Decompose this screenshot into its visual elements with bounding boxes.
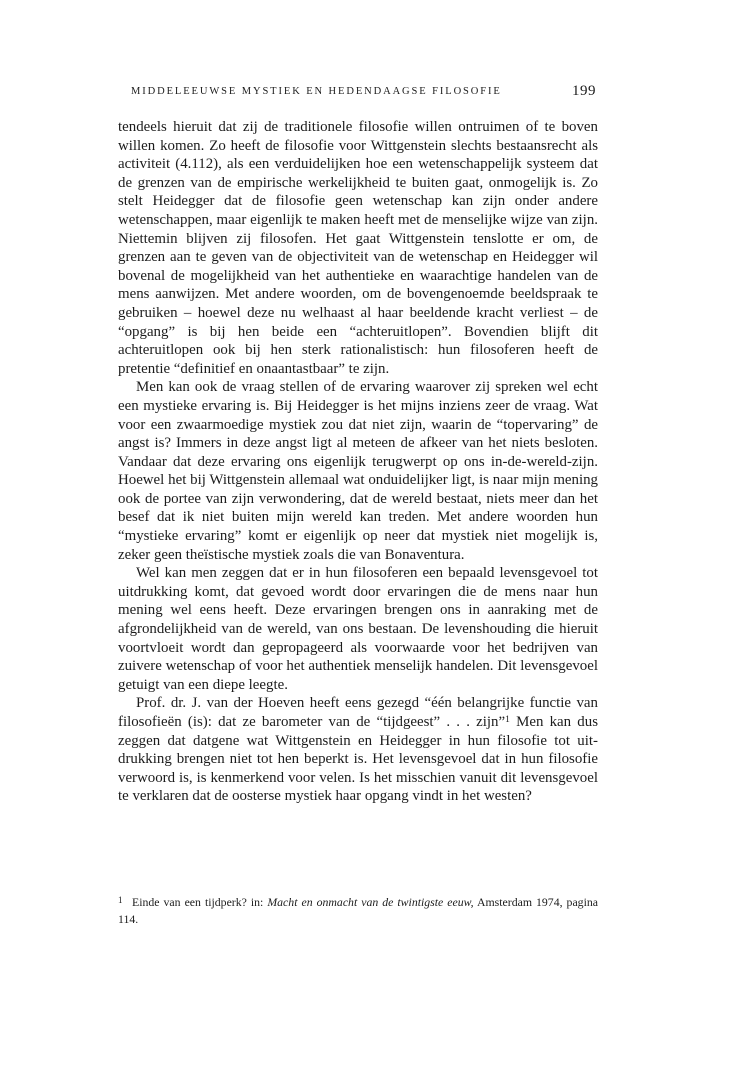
body-text: [118, 118, 598, 806]
footnote-reference[interactable]: 1: [505, 715, 510, 725]
paragraph: [118, 118, 598, 378]
running-header-title: MIDDELEEUWSE MYSTIEK EN HEDENDAAGSE FILOSOFIE: [131, 86, 502, 97]
paragraph: [118, 564, 598, 694]
page-number: 199: [572, 83, 596, 99]
footnote: 1 Einde van een tijdperk? in: Macht en onmacht van de twintigste eeuw, Amsterdam 1974, pagina 114.: [118, 895, 598, 926]
paragraph-text: tendeels hieruit dat zij de traditionele filosofie willen ontruimen of te boven willen komen. Zo heeft de filosofie voor Wittgenstein slechts bestaansrecht als activiteit (4.112), als een verduidelijken hoe een wetenschappelijk systeem dat de grenzen van de empirische werkelijkheid te buiten gaat, onmogelijk is. Zo stelt Heidegger dat de filosofie geen wetenschap kan zijn onder andere wetenschappen, maar eigenlijk te maken heeft met de menselijke wijze van zijn. Niettemin blijven zij filosofen. Het gaat Wittgenstein tenslotte er om, de grenzen aan te geven van de objectiviteit van de wetenschap en Heidegger wil bovenal de mogelijkheid van het authentieke en waarachtige handelen van de mens aanwijzen. Met andere woorden, om de bovengenoemde beeldspraak te gebruiken – hoewel deze nu welhaast al haar beeldende kracht verliest – de “opgang” is bij hen beide een “achteruitlopen”. Bovendien blijft dit achteruitlopen ook bij hen sterk rationalistisch: hun filosoferen heeft de pretentie “definitief en onaantastbaar” te zijn.: [118, 119, 598, 377]
footnote-book-title: Macht en onmacht van de twintigste eeuw,: [267, 895, 474, 909]
paragraph-text: Men kan ook de vraag stellen of de ervaring waarover zij spreken wel echt een mystieke ervaring is. Bij Heidegger is het mijns inziens zeer de vraag. Wat voor een zwaarmoedige mystiek zou dat niet zijn, waarin de “topervaring” de angst is? Immers in deze angst ligt al meteen de afkeer van het niets besloten. Vandaar dat deze ervaring ons eigenlijk terugwerpt op ons in-de-wereld-zijn. Hoewel het bij Wittgenstein allemaal wat onduidelijker ligt, is naar mijn mening ook de portee van zijn verwondering, dat de wereld bestaat, niets meer dan het besef dat ik niet buiten mijn wereld kan treden. Met andere woorden hun “mystieke ervaring” komt er eigenlijk op neer dat mystiek niet mogelijk is, zeker geen theïstische mystiek zoals die van Bonaventura.: [118, 379, 598, 563]
running-header: [131, 83, 596, 103]
paragraph-text: Prof. dr. J. van der Hoeven heeft eens gezegd “één belangrijke functie van filosofieën (is): dat ze barometer van de “tijdgeest” . . . zijn”: [118, 695, 598, 730]
footnote-text: Einde van een tijdperk? in:: [132, 895, 268, 909]
paragraph-text: Wel kan men zeggen dat er in hun filosoferen een bepaald levensgevoel tot uitdrukking komt, dat gevoed wordt door ervaringen die de mens naar hun mening wel eens heeft. Deze ervaringen brengen ons in aanraking met de afgrondelijkheid van de wereld, van ons bestaan. De levenshouding die hieruit voortvloeit wordt dan gepropageerd als voorwaarde voor het bedrijven van zuivere wetenschap of voor het authentiek menselijk handelen. Dit levensgevoel getuigt van een diepe leegte.: [118, 565, 598, 693]
footnote-text-continued: Amsterdam 1974, pagina 114.: [118, 895, 598, 926]
paragraph: [118, 378, 598, 564]
paragraph-text-continued: Men kan dus zeggen dat datgene wat Wittgenstein en Heidegger in hun filosofie tot uitdrukking brengen niet tot hen beperkt is. Het levensgevoel dat in hun filosofie verwoord is, is kenmerkend voor velen. Is het misschien vanuit dit levensgevoel te verklaren dat de oosterse mystiek haar opgang vindt in het westen?: [118, 714, 598, 805]
paragraph: [118, 694, 598, 806]
